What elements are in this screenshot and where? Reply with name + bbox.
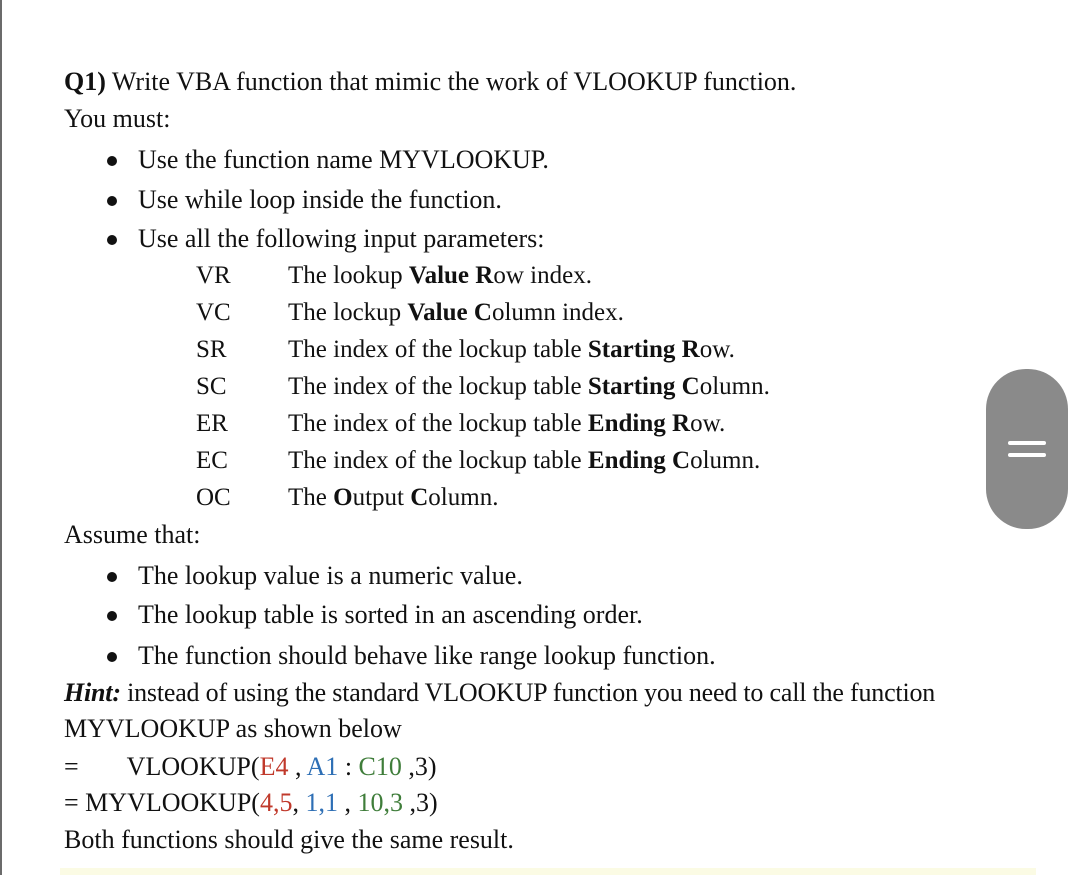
assume-intro: Assume that: (64, 520, 201, 549)
bullet-icon (107, 235, 117, 245)
formula-equals: = (64, 752, 79, 781)
assumption-item: The lookup table is sorted in an ascending order. (138, 600, 643, 629)
question-label: Q1) (64, 67, 106, 96)
param-desc: The index of the lockup table Ending Column. (288, 447, 761, 474)
formula-arg-end: 10,3 (357, 788, 403, 817)
formula-arg-ref: E4 (259, 752, 289, 781)
formula-arg-start: 1,1 (305, 788, 338, 817)
must-intro: You must: (64, 104, 171, 133)
grip-icon (1008, 453, 1046, 457)
param-desc: The lockup Value Column index. (288, 299, 624, 326)
formula-arg-range-start: A1 (306, 752, 339, 781)
hint-line-2: MYVLOOKUP as shown below (64, 714, 402, 743)
param-desc: The Output Column. (288, 484, 499, 511)
formula-arg-range-end: C10 (358, 752, 402, 781)
param-code: VR (196, 262, 231, 289)
bullet-icon (107, 156, 117, 166)
question-title (64, 66, 796, 98)
param-desc: The lookup Value Row index. (288, 262, 592, 289)
hint-line (64, 677, 935, 709)
grip-icon (1008, 441, 1046, 445)
bullet-icon (107, 572, 117, 582)
param-desc: The index of the lockup table Ending Row. (288, 410, 726, 437)
bullet-icon (107, 652, 117, 662)
param-code: EC (196, 447, 228, 474)
conclusion-text: Both functions should give the same result. (64, 825, 514, 854)
requirement-item: Use the function name MYVLOOKUP. (138, 145, 549, 174)
param-code: OC (196, 484, 231, 511)
param-desc: The index of the lockup table Starting Column. (288, 373, 770, 400)
hint-label: Hint: (64, 678, 121, 707)
requirement-item: Use all the following input parameters: (138, 224, 545, 253)
param-code: SR (196, 336, 227, 363)
param-code: ER (196, 410, 228, 437)
question-title-text: Write VBA function that mimic the work of VLOOKUP function. (105, 67, 797, 96)
requirement-item: Use while loop inside the function. (138, 185, 502, 214)
assumption-item: The lookup value is a numeric value. (138, 561, 523, 590)
formula-arg-value: 4,5 (259, 788, 293, 817)
bullet-icon (107, 611, 117, 621)
formula-myvlookup: = MYVLOOKUP(4,5, 1,1 , 10,3 ,3) (64, 788, 438, 817)
param-code: SC (196, 373, 227, 400)
param-code: VC (196, 299, 231, 326)
highlight-strip (60, 868, 1036, 875)
scroll-handle[interactable] (986, 369, 1068, 529)
bullet-icon (107, 196, 117, 206)
assumption-item: The function should behave like range lookup function. (138, 641, 716, 670)
hint-text: instead of using the standard VLOOKUP function you need to call the function (120, 678, 936, 707)
formula-vlookup: = VLOOKUP(E4 , A1 : C10 ,3) (64, 752, 437, 781)
param-desc: The index of the lockup table Starting Row. (288, 336, 735, 363)
